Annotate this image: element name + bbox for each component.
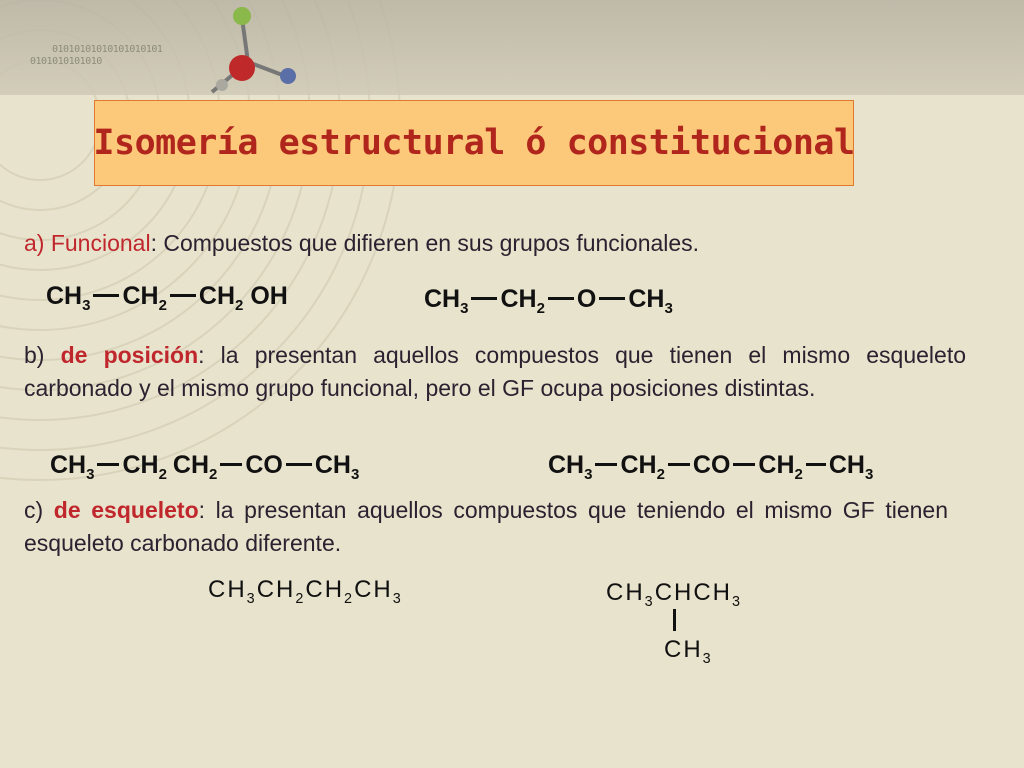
formula-b1: $CH_3$ $CH_2$ $CH_2$ CO $CH_3$ — [50, 451, 360, 483]
section-b: b) de posición: la presentan aquellos compuestos que tienen el mismo esqueleto carbonado y el mismo grupo funcional, pero el GF ocupa posiciones distintas. — [24, 342, 967, 401]
branch-bond — [673, 609, 676, 631]
formula-b2: $CH_3$ $CH_2$ CO $CH_2$ $CH_3$ — [548, 451, 874, 483]
section-a-text: : Compuestos que difieren en sus grupos funcionales. — [150, 230, 700, 256]
section-b-label: de posición — [60, 342, 199, 368]
section-c-text: : la presentan aquellos compuestos que teniendo el mismo GF tienen esqueleto carbonado diferente. — [24, 497, 948, 556]
formula-c2-branch: $CH_3$ — [664, 636, 713, 667]
section-a-label: a) Funcional — [24, 230, 151, 256]
binary-decoration: 01010101010101010101 — [52, 44, 163, 55]
title-box — [94, 100, 854, 186]
section-b-text: : la presentan aquellos compuestos que tienen el mismo esqueleto carbonado y el mismo grupo funcional, pero el GF ocupa posiciones distintas. — [24, 342, 967, 401]
formula-a1: $CH_3$ $CH_2$ $CH_2$ OH — [46, 282, 288, 314]
binary-decoration: 0101010101010 — [30, 56, 102, 67]
formula-c1: $CH_3CH_2CH_2CH_3$ — [208, 576, 403, 607]
section-c: c) de esqueleto: la presentan aquellos compuestos que teniendo el mismo GF tienen esqueleto carbonado diferente. — [24, 497, 948, 556]
section-c-label: de esqueleto — [53, 497, 199, 523]
section-a — [24, 227, 966, 260]
slide-title: Isomería estructural ó constitucional — [93, 123, 855, 163]
formula-c2: $CH_3CHCH_3$ — [606, 579, 743, 610]
formula-a2: $CH_3$ $CH_2$ O $CH_3$ — [424, 285, 673, 317]
